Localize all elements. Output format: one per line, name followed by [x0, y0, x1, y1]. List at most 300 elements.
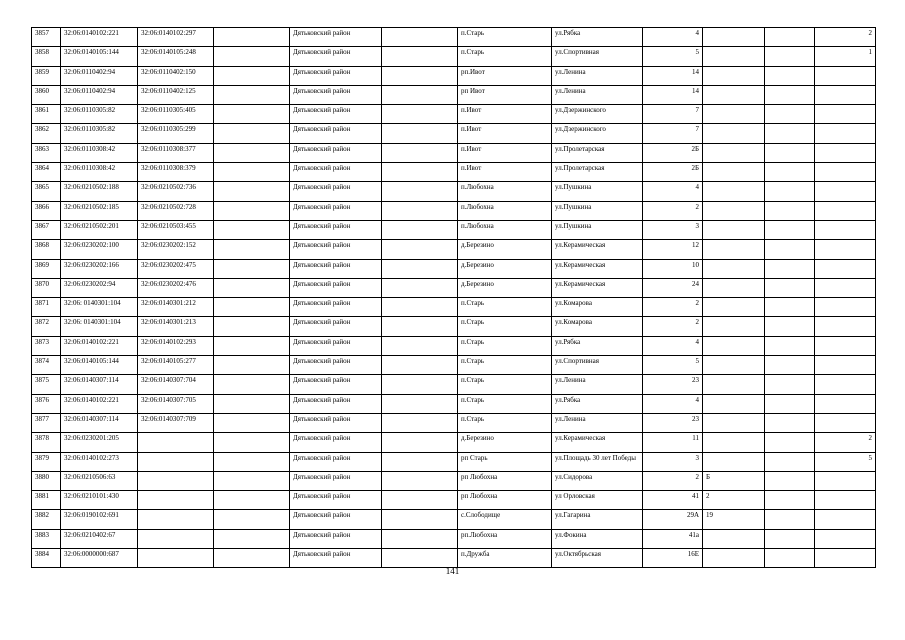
settlement-type-cell [382, 375, 458, 394]
settlement-type-cell [382, 66, 458, 85]
cadastral-number-cell: 32:06:0110308:42 [61, 143, 138, 162]
house-number-cell: 29А [643, 510, 703, 529]
settlement-cell: рп.Ивот [458, 66, 552, 85]
extra-column-cell [214, 201, 290, 220]
room-cadastral-number-cell: 32:06:0140105:277 [138, 356, 214, 375]
street-cell: ул.Дзержинского [552, 105, 643, 124]
settlement-type-cell [382, 28, 458, 47]
building-number-cell [703, 85, 765, 104]
cadastral-number-cell: 32:06:0110402:94 [61, 85, 138, 104]
apartment-letter-cell [765, 549, 815, 568]
building-number-cell [703, 220, 765, 239]
settlement-type-cell [382, 356, 458, 375]
building-number-cell [703, 278, 765, 297]
room-cadastral-number-cell: 32:06:0230202:152 [138, 240, 214, 259]
apartment-number-cell [815, 66, 876, 85]
cadastral-number-cell: 32:06:0140102:221 [61, 394, 138, 413]
settlement-cell: рп Любохна [458, 491, 552, 510]
district-cell: Дятьковский район [290, 529, 382, 548]
apartment-number-cell [815, 201, 876, 220]
table-row [32, 105, 876, 124]
house-number-cell: 10 [643, 259, 703, 278]
settlement-cell: п.Ивот [458, 105, 552, 124]
apartment-letter-cell [765, 220, 815, 239]
settlement-type-cell [382, 413, 458, 432]
room-cadastral-number-cell: 32:06:0140301:212 [138, 298, 214, 317]
cadastral-number-cell: 32:06:0110305:82 [61, 124, 138, 143]
apartment-letter-cell [765, 143, 815, 162]
district-cell: Дятьковский район [290, 66, 382, 85]
street-cell: ул.Пролетарская [552, 163, 643, 182]
street-cell: ул.Октябрьская [552, 549, 643, 568]
street-cell: ул.Рябка [552, 394, 643, 413]
room-cadastral-number-cell: 32:06:0140102:297 [138, 28, 214, 47]
row-number-cell: 3870 [32, 278, 61, 297]
building-number-cell [703, 394, 765, 413]
room-cadastral-number-cell: 32:06:0110402:150 [138, 66, 214, 85]
building-number-cell [703, 356, 765, 375]
cadastral-number-cell: 32:06:0110402:94 [61, 66, 138, 85]
building-number-cell [703, 182, 765, 201]
district-cell: Дятьковский район [290, 201, 382, 220]
apartment-number-cell [815, 278, 876, 297]
settlement-cell: д.Березино [458, 278, 552, 297]
apartment-letter-cell [765, 433, 815, 452]
cadastral-number-cell: 32:06:0210502:185 [61, 201, 138, 220]
table-row [32, 317, 876, 336]
room-cadastral-number-cell: 32:06:0110402:125 [138, 85, 214, 104]
apartment-number-cell: 2 [815, 28, 876, 47]
room-cadastral-number-cell: 32:06:0110308:379 [138, 163, 214, 182]
table-row [32, 529, 876, 548]
apartment-number-cell [815, 549, 876, 568]
register-table [31, 27, 876, 568]
room-cadastral-number-cell: 32:06:0210503:455 [138, 220, 214, 239]
district-cell: Дятьковский район [290, 317, 382, 336]
table-row [32, 278, 876, 297]
cadastral-number-cell: 32:06:0140307:114 [61, 413, 138, 432]
table-row [32, 182, 876, 201]
settlement-cell: рп.Любохна [458, 529, 552, 548]
table-row [32, 201, 876, 220]
extra-column-cell [214, 85, 290, 104]
apartment-number-cell [815, 163, 876, 182]
street-cell: ул.Сидорова [552, 471, 643, 490]
building-number-cell [703, 105, 765, 124]
street-cell: ул.Керамическая [552, 259, 643, 278]
extra-column-cell [214, 529, 290, 548]
cadastral-number-cell: 32:06:0230202:100 [61, 240, 138, 259]
cadastral-number-cell: 32:06:0140102:273 [61, 452, 138, 471]
apartment-letter-cell [765, 124, 815, 143]
house-number-cell: 4 [643, 394, 703, 413]
building-number-cell [703, 298, 765, 317]
row-number-cell: 3882 [32, 510, 61, 529]
house-number-cell: 4 [643, 182, 703, 201]
cadastral-number-cell: 32:06:0140105:144 [61, 47, 138, 66]
house-number-cell: 2 [643, 298, 703, 317]
apartment-letter-cell [765, 529, 815, 548]
row-number-cell: 3884 [32, 549, 61, 568]
building-number-cell [703, 549, 765, 568]
cadastral-number-cell: 32:06:0140307:114 [61, 375, 138, 394]
settlement-type-cell [382, 471, 458, 490]
row-number-cell: 3876 [32, 394, 61, 413]
extra-column-cell [214, 105, 290, 124]
room-cadastral-number-cell: 32:06:0140105:248 [138, 47, 214, 66]
building-number-cell [703, 259, 765, 278]
table-row [32, 452, 876, 471]
apartment-letter-cell [765, 278, 815, 297]
building-number-cell [703, 413, 765, 432]
district-cell: Дятьковский район [290, 549, 382, 568]
cadastral-number-cell: 32:06:0230201:205 [61, 433, 138, 452]
register-table-body [32, 28, 876, 568]
house-number-cell: 23 [643, 413, 703, 432]
district-cell: Дятьковский район [290, 143, 382, 162]
row-number-cell: 3869 [32, 259, 61, 278]
apartment-letter-cell [765, 356, 815, 375]
apartment-number-cell [815, 356, 876, 375]
cadastral-number-cell: 32:06:0140102:221 [61, 28, 138, 47]
district-cell: Дятьковский район [290, 336, 382, 355]
district-cell: Дятьковский район [290, 452, 382, 471]
building-number-cell [703, 317, 765, 336]
room-cadastral-number-cell [138, 452, 214, 471]
room-cadastral-number-cell: 32:06:0210502:736 [138, 182, 214, 201]
settlement-cell: д.Березино [458, 433, 552, 452]
room-cadastral-number-cell: 32:06:0140307:704 [138, 375, 214, 394]
apartment-number-cell [815, 336, 876, 355]
settlement-type-cell [382, 124, 458, 143]
cadastral-number-cell: 32:06:0000000:687 [61, 549, 138, 568]
settlement-type-cell [382, 47, 458, 66]
extra-column-cell [214, 47, 290, 66]
house-number-cell: 2Б [643, 143, 703, 162]
apartment-letter-cell [765, 510, 815, 529]
extra-column-cell [214, 317, 290, 336]
apartment-number-cell [815, 85, 876, 104]
building-number-cell [703, 28, 765, 47]
apartment-letter-cell [765, 491, 815, 510]
building-number-cell [703, 66, 765, 85]
cadastral-number-cell: 32:06:0140102:221 [61, 336, 138, 355]
table-row [32, 240, 876, 259]
extra-column-cell [214, 298, 290, 317]
building-number-cell: 19 [703, 510, 765, 529]
table-row [32, 433, 876, 452]
settlement-type-cell [382, 220, 458, 239]
extra-column-cell [214, 66, 290, 85]
settlement-cell: п.Старь [458, 336, 552, 355]
apartment-letter-cell [765, 201, 815, 220]
room-cadastral-number-cell [138, 510, 214, 529]
district-cell: Дятьковский район [290, 105, 382, 124]
street-cell: ул.Рябка [552, 336, 643, 355]
house-number-cell: 14 [643, 85, 703, 104]
apartment-letter-cell [765, 47, 815, 66]
table-row [32, 471, 876, 490]
extra-column-cell [214, 356, 290, 375]
apartment-number-cell [815, 317, 876, 336]
cadastral-number-cell: 32:06:0210402:67 [61, 529, 138, 548]
settlement-type-cell [382, 182, 458, 201]
row-number-cell: 3859 [32, 66, 61, 85]
settlement-cell: д.Березино [458, 259, 552, 278]
apartment-number-cell [815, 259, 876, 278]
street-cell: ул.Комарова [552, 298, 643, 317]
apartment-number-cell: 1 [815, 47, 876, 66]
extra-column-cell [214, 278, 290, 297]
extra-column-cell [214, 433, 290, 452]
row-number-cell: 3861 [32, 105, 61, 124]
room-cadastral-number-cell: 32:06:0110308:377 [138, 143, 214, 162]
row-number-cell: 3858 [32, 47, 61, 66]
table-row [32, 336, 876, 355]
settlement-cell: п.Любохна [458, 182, 552, 201]
district-cell: Дятьковский район [290, 47, 382, 66]
street-cell: ул.Площадь 30 лет Победы [552, 452, 643, 471]
district-cell: Дятьковский район [290, 298, 382, 317]
street-cell: ул.Спортивная [552, 356, 643, 375]
house-number-cell: 16Е [643, 549, 703, 568]
extra-column-cell [214, 549, 290, 568]
extra-column-cell [214, 491, 290, 510]
apartment-letter-cell [765, 240, 815, 259]
street-cell: ул.Керамическая [552, 240, 643, 259]
street-cell: ул.Комарова [552, 317, 643, 336]
house-number-cell: 3 [643, 452, 703, 471]
settlement-type-cell [382, 298, 458, 317]
table-row [32, 259, 876, 278]
apartment-number-cell [815, 375, 876, 394]
district-cell: Дятьковский район [290, 375, 382, 394]
street-cell: ул.Пролетарская [552, 143, 643, 162]
district-cell: Дятьковский район [290, 278, 382, 297]
apartment-letter-cell [765, 85, 815, 104]
apartment-number-cell [815, 240, 876, 259]
table-row [32, 143, 876, 162]
settlement-type-cell [382, 491, 458, 510]
room-cadastral-number-cell: 32:06:0140307:709 [138, 413, 214, 432]
room-cadastral-number-cell [138, 471, 214, 490]
house-number-cell: 41а [643, 529, 703, 548]
apartment-number-cell [815, 143, 876, 162]
row-number-cell: 3857 [32, 28, 61, 47]
district-cell: Дятьковский район [290, 240, 382, 259]
apartment-number-cell [815, 510, 876, 529]
house-number-cell: 3 [643, 220, 703, 239]
apartment-number-cell [815, 529, 876, 548]
table-row [32, 85, 876, 104]
settlement-cell: рп Любохна [458, 471, 552, 490]
apartment-letter-cell [765, 182, 815, 201]
settlement-type-cell [382, 278, 458, 297]
district-cell: Дятьковский район [290, 220, 382, 239]
settlement-cell: п.Старь [458, 47, 552, 66]
house-number-cell: 12 [643, 240, 703, 259]
table-row [32, 413, 876, 432]
settlement-cell: п.Старь [458, 298, 552, 317]
row-number-cell: 3864 [32, 163, 61, 182]
room-cadastral-number-cell [138, 433, 214, 452]
settlement-cell: п.Ивот [458, 143, 552, 162]
street-cell: ул.Пушкина [552, 201, 643, 220]
street-cell: ул.Пушкина [552, 220, 643, 239]
district-cell: Дятьковский район [290, 356, 382, 375]
cadastral-number-cell: 32:06:0190102:691 [61, 510, 138, 529]
settlement-type-cell [382, 85, 458, 104]
district-cell: Дятьковский район [290, 163, 382, 182]
settlement-type-cell [382, 336, 458, 355]
district-cell: Дятьковский район [290, 433, 382, 452]
row-number-cell: 3874 [32, 356, 61, 375]
settlement-type-cell [382, 105, 458, 124]
apartment-letter-cell [765, 28, 815, 47]
room-cadastral-number-cell: 32:06:0140307:705 [138, 394, 214, 413]
house-number-cell: 2 [643, 201, 703, 220]
settlement-type-cell [382, 549, 458, 568]
building-number-cell [703, 433, 765, 452]
house-number-cell: 4 [643, 336, 703, 355]
room-cadastral-number-cell [138, 529, 214, 548]
room-cadastral-number-cell: 32:06:0140102:293 [138, 336, 214, 355]
apartment-letter-cell [765, 413, 815, 432]
extra-column-cell [214, 375, 290, 394]
row-number-cell: 3862 [32, 124, 61, 143]
settlement-type-cell [382, 317, 458, 336]
cadastral-number-cell: 32:06: 0140301:104 [61, 298, 138, 317]
extra-column-cell [214, 336, 290, 355]
table-row [32, 220, 876, 239]
room-cadastral-number-cell: 32:06:0230202:475 [138, 259, 214, 278]
district-cell: Дятьковский район [290, 471, 382, 490]
row-number-cell: 3881 [32, 491, 61, 510]
row-number-cell: 3865 [32, 182, 61, 201]
row-number-cell: 3875 [32, 375, 61, 394]
street-cell: ул.Ленина [552, 85, 643, 104]
room-cadastral-number-cell: 32:06:0140301:213 [138, 317, 214, 336]
apartment-letter-cell [765, 66, 815, 85]
apartment-number-cell [815, 105, 876, 124]
apartment-number-cell [815, 471, 876, 490]
building-number-cell [703, 47, 765, 66]
table-row [32, 47, 876, 66]
house-number-cell: 41 [643, 491, 703, 510]
building-number-cell [703, 336, 765, 355]
settlement-cell: п.Старь [458, 356, 552, 375]
house-number-cell: 7 [643, 105, 703, 124]
apartment-letter-cell [765, 375, 815, 394]
house-number-cell: 2 [643, 317, 703, 336]
building-number-cell [703, 163, 765, 182]
apartment-letter-cell [765, 471, 815, 490]
cadastral-number-cell: 32:06:0110308:42 [61, 163, 138, 182]
house-number-cell: 5 [643, 47, 703, 66]
settlement-cell: п.Старь [458, 375, 552, 394]
extra-column-cell [214, 182, 290, 201]
settlement-cell: п.Дружба [458, 549, 552, 568]
cadastral-number-cell: 32:06:0110305:82 [61, 105, 138, 124]
row-number-cell: 3879 [32, 452, 61, 471]
table-row [32, 375, 876, 394]
row-number-cell: 3871 [32, 298, 61, 317]
street-cell: ул.Гагарина [552, 510, 643, 529]
settlement-type-cell [382, 259, 458, 278]
row-number-cell: 3860 [32, 85, 61, 104]
district-cell: Дятьковский район [290, 85, 382, 104]
settlement-cell: п.Любохна [458, 201, 552, 220]
row-number-cell: 3877 [32, 413, 61, 432]
extra-column-cell [214, 413, 290, 432]
room-cadastral-number-cell [138, 491, 214, 510]
cadastral-number-cell: 32:06:0210101:430 [61, 491, 138, 510]
district-cell: Дятьковский район [290, 413, 382, 432]
row-number-cell: 3878 [32, 433, 61, 452]
house-number-cell: 23 [643, 375, 703, 394]
settlement-cell: п.Старь [458, 28, 552, 47]
settlement-cell: п.Ивот [458, 124, 552, 143]
row-number-cell: 3872 [32, 317, 61, 336]
table-row [32, 549, 876, 568]
apartment-letter-cell [765, 298, 815, 317]
apartment-number-cell: 5 [815, 452, 876, 471]
table-row [32, 394, 876, 413]
street-cell: ул.Пушкина [552, 182, 643, 201]
house-number-cell: 5 [643, 356, 703, 375]
house-number-cell: 11 [643, 433, 703, 452]
district-cell: Дятьковский район [290, 28, 382, 47]
district-cell: Дятьковский район [290, 259, 382, 278]
settlement-cell: рп Старь [458, 452, 552, 471]
settlement-cell: п.Ивот [458, 163, 552, 182]
building-number-cell [703, 201, 765, 220]
street-cell: ул.Ленина [552, 413, 643, 432]
row-number-cell: 3883 [32, 529, 61, 548]
apartment-number-cell: 2 [815, 433, 876, 452]
apartment-number-cell [815, 298, 876, 317]
building-number-cell [703, 143, 765, 162]
row-number-cell: 3863 [32, 143, 61, 162]
settlement-cell: д.Березино [458, 240, 552, 259]
district-cell: Дятьковский район [290, 182, 382, 201]
settlement-type-cell [382, 201, 458, 220]
street-cell: ул.Керамическая [552, 433, 643, 452]
extra-column-cell [214, 28, 290, 47]
settlement-type-cell [382, 529, 458, 548]
page-number: 141 [445, 566, 460, 576]
extra-column-cell [214, 259, 290, 278]
settlement-type-cell [382, 433, 458, 452]
settlement-type-cell [382, 163, 458, 182]
settlement-type-cell [382, 143, 458, 162]
settlement-cell: с.Слободище [458, 510, 552, 529]
extra-column-cell [214, 240, 290, 259]
apartment-letter-cell [765, 163, 815, 182]
table-row [32, 356, 876, 375]
apartment-letter-cell [765, 452, 815, 471]
cadastral-number-cell: 32:06:0210502:188 [61, 182, 138, 201]
apartment-number-cell [815, 491, 876, 510]
table-row [32, 66, 876, 85]
street-cell: ул.Ленина [552, 66, 643, 85]
building-number-cell [703, 124, 765, 143]
street-cell: ул.Ленина [552, 375, 643, 394]
cadastral-number-cell: 32:06:0210506:63 [61, 471, 138, 490]
district-cell: Дятьковский район [290, 510, 382, 529]
building-number-cell [703, 529, 765, 548]
row-number-cell: 3867 [32, 220, 61, 239]
